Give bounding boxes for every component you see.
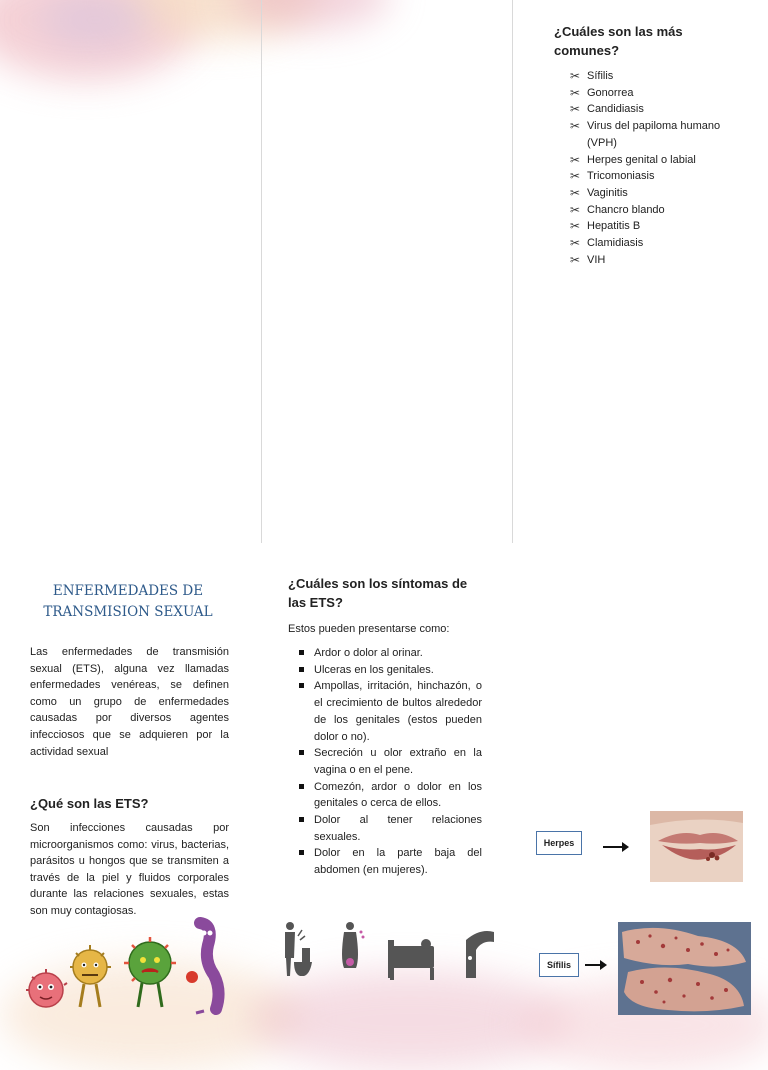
symptom-pictograms xyxy=(280,918,500,986)
list-item: Dolor en la parte baja del abdomen (en mujeres). xyxy=(296,845,482,878)
column-divider-left xyxy=(261,0,262,543)
arrow-icon xyxy=(603,846,627,848)
scissors-icon: ✂ xyxy=(570,152,581,167)
list-item: Comezón, ardor o dolor en los genitales o cerca de ellos. xyxy=(296,779,482,812)
list-item: Dolor al tener relaciones sexuales. xyxy=(296,812,482,845)
list-item: ✂ VIH xyxy=(570,252,606,267)
toilet-icon xyxy=(294,948,312,976)
list-item: Secreción u olor extraño en la vagina o en el pene. xyxy=(296,745,482,778)
scissors-icon: ✂ xyxy=(570,85,581,100)
scissors-icon: ✂ xyxy=(570,202,581,217)
symptoms-intro: Estos pueden presentarse como: xyxy=(288,623,450,635)
list-item: ✂ Hepatitis B xyxy=(570,219,641,234)
discharge-icon xyxy=(342,922,365,968)
scissors-icon: ✂ xyxy=(570,236,581,251)
scissors-icon: ✂ xyxy=(570,119,581,134)
sifilis-photo xyxy=(618,922,751,1015)
column-divider-right xyxy=(512,0,513,543)
green-germ-icon xyxy=(124,937,176,1007)
herpes-label: Herpes xyxy=(536,831,582,855)
scissors-icon: ✂ xyxy=(570,219,581,234)
symptoms-list xyxy=(296,645,482,879)
list-item: ✂ Sífilis xyxy=(570,69,614,83)
scissors-icon: ✂ xyxy=(570,169,581,184)
yellow-germ-icon xyxy=(70,945,111,1007)
intro-paragraph: Las enfermedades de transmisión sexual (ETS), alguna vez llamadas enfermedades venéreas, se definen como un grupo de enfermedades causadas por diversos agentes infecciosos que se adquieren por la actividad sexual xyxy=(30,646,229,758)
list-item: ✂ Chancro blando xyxy=(570,202,665,217)
list-item: ✂ Clamidiasis xyxy=(570,236,644,251)
pink-germ-icon xyxy=(26,969,67,1007)
scissors-icon: ✂ xyxy=(570,69,581,83)
list-item: ✂ Gonorrea xyxy=(570,85,634,100)
scissors-icon: ✂ xyxy=(570,252,581,267)
herpes-photo xyxy=(650,811,743,882)
what-paragraph: Son infecciones causadas por microorganismos como: virus, bacterias, parásitos u hongos que se transmiten a través de la piel y fluidos corporales durante las relaciones sexuales, estas son muy contagiosas. xyxy=(30,822,229,917)
brochure-title: ENFERMEDADES DE TRANSMISION SEXUAL xyxy=(43,583,213,620)
list-item: ✂ Candidiasis xyxy=(570,102,644,117)
list-item: Ulceras en los genitales. xyxy=(296,662,482,679)
list-item: ✂ Herpes genital o labial xyxy=(570,152,696,167)
germ-illustrations xyxy=(18,915,228,1015)
sifilis-label: Sífilis xyxy=(539,953,579,977)
lower-abdomen-icon xyxy=(466,931,494,978)
list-item: Ardor o dolor al orinar. xyxy=(296,645,482,662)
purple-germ-icon xyxy=(186,923,219,1013)
disease-list xyxy=(570,68,740,268)
list-item: Ampollas, irritación, hinchazón, o el crecimiento de bultos alrededor de los genitales (estos pueden dolor o no). xyxy=(296,678,482,745)
bed-icon xyxy=(388,939,434,980)
common-heading: ¿Cuáles son las más comunes? xyxy=(554,24,683,58)
scissors-icon: ✂ xyxy=(570,185,581,200)
arrow-icon xyxy=(585,964,605,966)
symptoms-heading: ¿Cuáles son los síntomas de las ETS? xyxy=(288,576,468,610)
list-item: ✂ Tricomoniasis xyxy=(570,169,655,184)
scissors-icon: ✂ xyxy=(570,102,581,117)
what-heading: ¿Qué son las ETS? xyxy=(30,796,149,811)
list-item: ✂ Virus del papiloma humano (VPH) xyxy=(570,119,721,149)
list-item: ✂ Vaginitis xyxy=(570,185,628,200)
